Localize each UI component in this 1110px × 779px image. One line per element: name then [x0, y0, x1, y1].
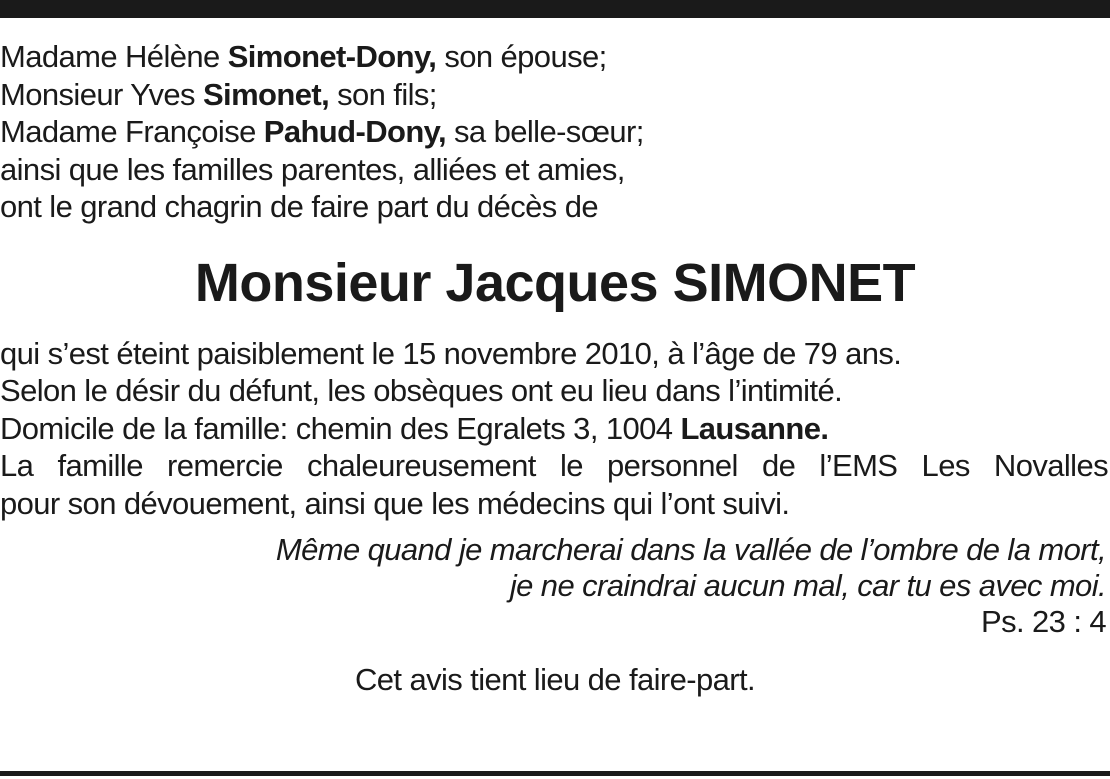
intro-line: ont le grand chagrin de faire part du décès de — [0, 189, 598, 224]
verse-reference: Ps. 23 : 4 — [981, 604, 1106, 639]
intro-line: ainsi que les familles parentes, alliées et amies, — [0, 151, 625, 187]
verse-line: je ne craindrai aucun mal, car tu es avec moi. — [509, 568, 1106, 603]
details-line: Selon le désir du défunt, les obsèques ont eu lieu dans l’intimité. — [0, 373, 843, 408]
family-member-title: Madame Hélène — [0, 39, 228, 74]
address-city: Lausanne. — [680, 410, 829, 446]
top-border-rule — [0, 0, 1110, 18]
family-member-relation: son fils; — [329, 76, 437, 112]
bottom-border-rule — [0, 771, 1110, 776]
details-line: La famille remercie chaleureusement le personnel de l’EMS Les Novalles — [0, 448, 1108, 483]
family-member-line — [0, 76, 1110, 114]
death-notice — [0, 38, 1110, 698]
notice-details — [0, 335, 1110, 523]
address-line — [0, 410, 1110, 448]
family-member-title: Monsieur Yves — [0, 76, 203, 112]
address-text: Domicile de la famille: chemin des Egralets 3, 1004 — [0, 410, 681, 446]
details-line: qui s’est éteint paisiblement le 15 novembre 2010, à l’âge de 79 ans. — [0, 335, 902, 371]
family-member-line — [0, 38, 1110, 76]
family-member-name: Simonet-Dony, — [227, 39, 437, 74]
deceased-name-heading: Monsieur Jacques SIMONET — [194, 252, 916, 313]
family-member-relation: son épouse; — [436, 39, 607, 74]
family-member-name: Pahud-Dony, — [263, 114, 447, 149]
family-member-name: Simonet, — [202, 76, 330, 112]
closing-note: Cet avis tient lieu de faire-part. — [354, 662, 756, 697]
family-member-relation: sa belle-sœur; — [446, 114, 644, 149]
verse-line: Même quand je marcherai dans la vallée de l’ombre de la mort, — [275, 532, 1106, 567]
bible-verse — [0, 532, 1110, 640]
family-member-line — [0, 113, 1110, 151]
details-line: pour son dévouement, ainsi que les médecins qui l’ont suivi. — [0, 485, 790, 521]
family-member-title: Madame Françoise — [0, 114, 264, 149]
